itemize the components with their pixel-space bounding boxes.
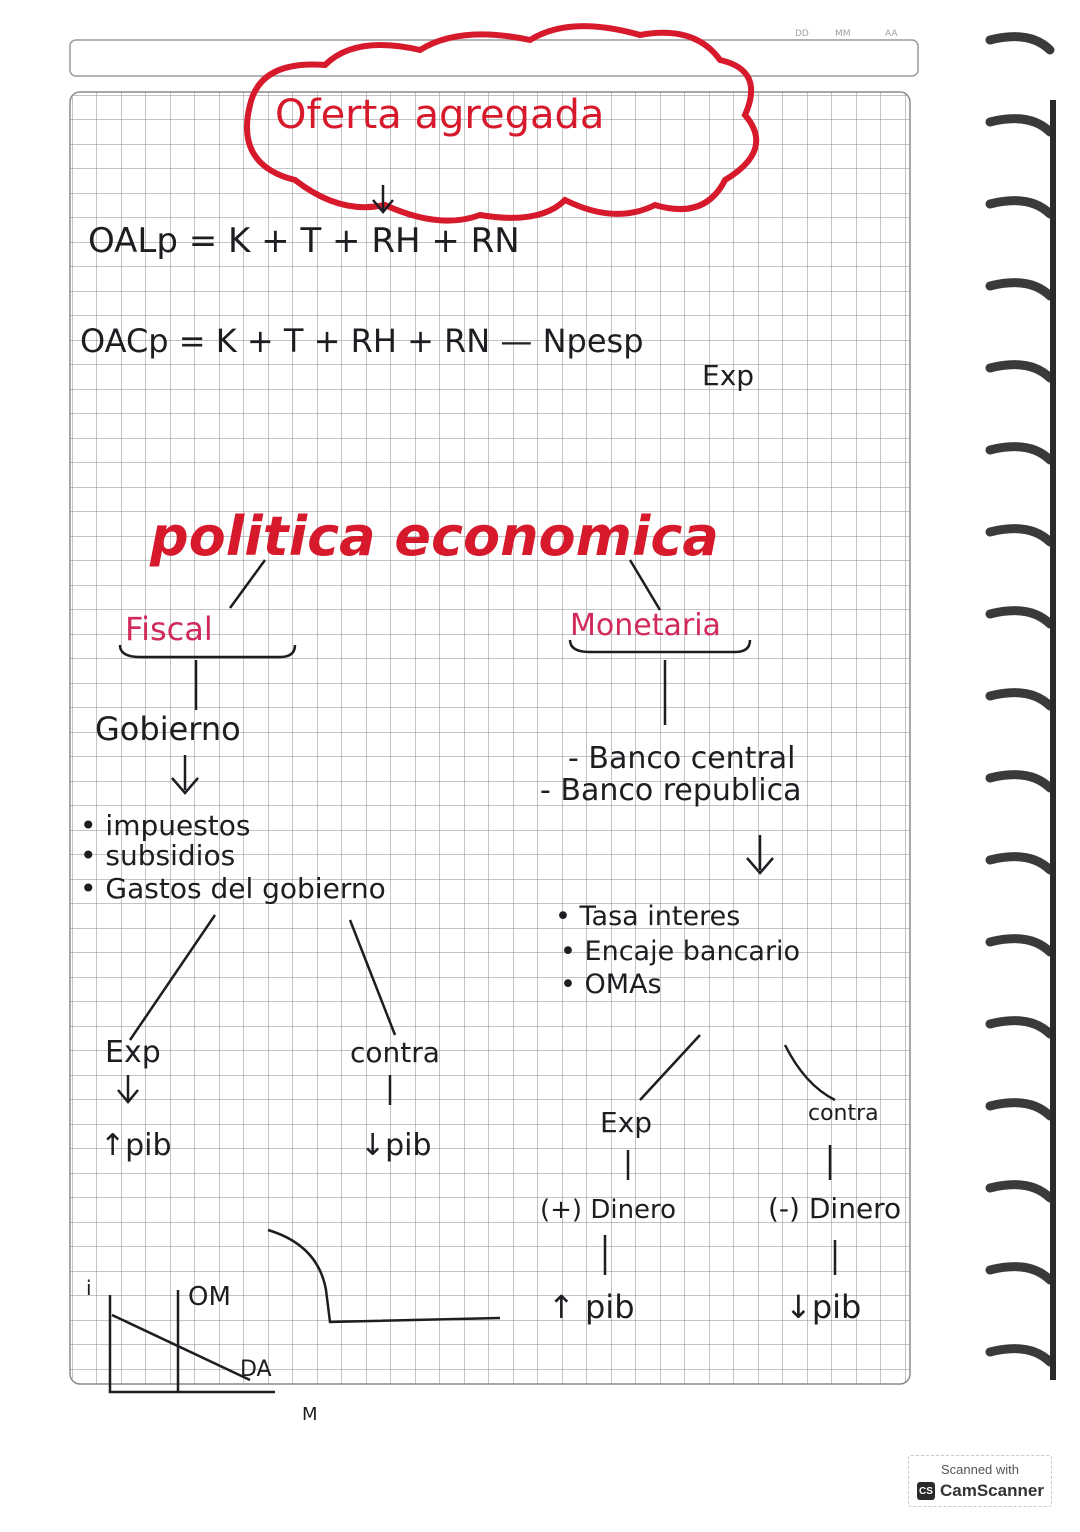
policy-title: politica economica (150, 505, 719, 568)
date-label-aa: AA (885, 29, 898, 39)
fiscal-instrument: • impuestos (80, 809, 251, 842)
fiscal-instrument: • Gastos del gobierno (80, 872, 386, 905)
fiscal-con-effect: ↓pib (360, 1128, 432, 1163)
graph-x-label: M (302, 1404, 318, 1425)
monetary-actor: - Banco republica (540, 773, 802, 808)
page-title: Oferta agregada (275, 92, 605, 138)
monetary-actor: - Banco central (568, 741, 796, 776)
fiscal-label: Fiscal (125, 610, 213, 648)
camscanner-logo-icon: CS (917, 1482, 935, 1500)
fiscal-actor: Gobierno (95, 710, 241, 748)
monetary-instrument: • Encaje bancario (560, 936, 801, 967)
monetary-label: Monetaria (570, 608, 721, 643)
date-label-dd: DD (795, 29, 809, 39)
date-label-mm: MM (835, 29, 851, 39)
graph-demand-label: DA (240, 1357, 272, 1382)
monetary-con-action: (-) Dinero (768, 1192, 902, 1225)
fiscal-expansive: Exp (105, 1035, 161, 1070)
fiscal-contractive: contra (350, 1036, 440, 1069)
camscanner-watermark (908, 1455, 1052, 1507)
monetary-con-effect: ↓pib (785, 1288, 862, 1326)
formula-oacp: OACp = K + T + RH + RN — Npesp (80, 322, 644, 360)
monetary-exp-action: (+) Dinero (540, 1195, 677, 1225)
fiscal-exp-effect: ↑pib (100, 1128, 172, 1163)
date-labels (795, 29, 898, 39)
graph-y-label: i (86, 1276, 92, 1300)
graph-supply-label: OM (188, 1282, 231, 1312)
watermark-brand: CamScanner (940, 1481, 1044, 1500)
monetary-contractive: contra (808, 1101, 879, 1126)
spiral-binding (990, 37, 1050, 1362)
formula-oacp-sub: Exp (702, 359, 755, 392)
monetary-instrument: • OMAs (560, 969, 662, 1000)
header-strip (70, 40, 918, 76)
fiscal-instrument: • subsidios (80, 839, 236, 872)
watermark-brand-row (917, 1481, 1044, 1501)
spiral-holes (1050, 100, 1056, 1380)
watermark-caption: Scanned with (940, 1462, 1020, 1477)
formula-oalp: OALp = K + T + RH + RN (88, 221, 520, 261)
monetary-exp-effect: ↑ pib (548, 1288, 635, 1326)
monetary-instrument: • Tasa interes (555, 901, 741, 932)
monetary-expansive: Exp (600, 1106, 653, 1139)
